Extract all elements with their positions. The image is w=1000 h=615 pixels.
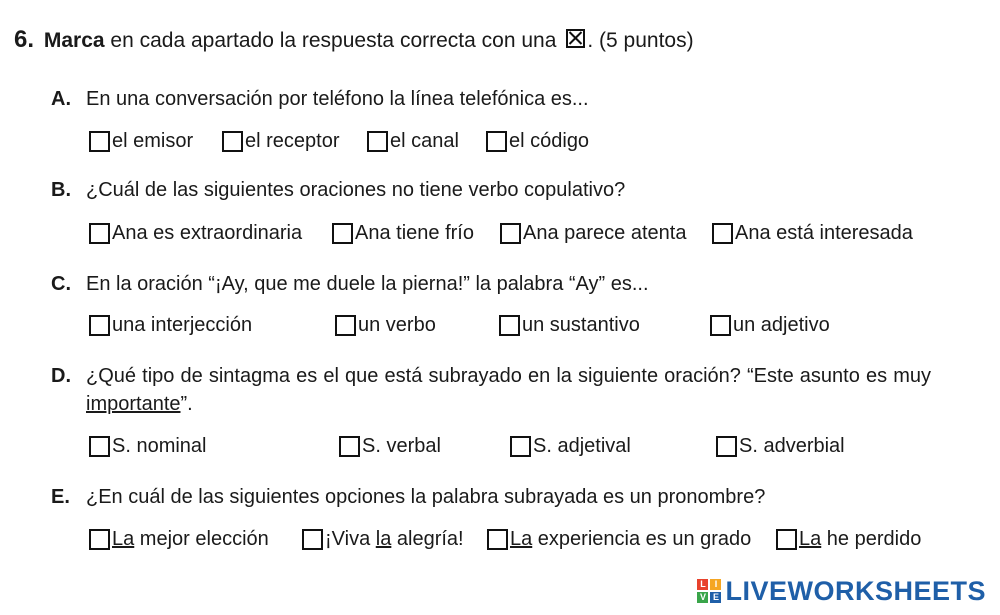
- underlined-word: La: [112, 528, 135, 550]
- instruction-bold-word: Marca: [43, 29, 105, 52]
- brand-mark-letter: V: [697, 592, 708, 603]
- checkbox[interactable]: [500, 223, 521, 244]
- option-b3[interactable]: [500, 222, 686, 245]
- underlined-word: la: [375, 528, 392, 550]
- option-label: Ana está interesada: [735, 222, 913, 244]
- underlined-word: La: [510, 528, 533, 550]
- question-b: [51, 176, 625, 204]
- checkbox[interactable]: [332, 223, 353, 244]
- option-label: el código: [509, 130, 590, 152]
- option-e3[interactable]: [487, 528, 751, 551]
- checkbox[interactable]: [339, 436, 360, 457]
- question-text: [86, 362, 931, 418]
- option-label: S. verbal: [362, 435, 441, 457]
- option-label: Ana es extraordinaria: [112, 222, 303, 244]
- exercise-number: 6.: [14, 26, 35, 53]
- option-label: el receptor: [245, 130, 340, 152]
- question-text-end: ”.: [180, 393, 193, 415]
- brand-mark-icon: [697, 579, 721, 603]
- checkbox[interactable]: [499, 315, 520, 336]
- option-d4[interactable]: [716, 435, 845, 458]
- option-a3[interactable]: [367, 130, 459, 153]
- question-d: [51, 362, 931, 418]
- option-c4[interactable]: [710, 314, 830, 337]
- option-e2[interactable]: [302, 528, 464, 551]
- underlined-word: importante: [86, 393, 181, 415]
- brand-mark-letter: L: [697, 579, 708, 590]
- option-label: S. adverbial: [739, 435, 845, 457]
- checkbox[interactable]: [510, 436, 531, 457]
- option-d3[interactable]: [510, 435, 631, 458]
- option-label: Ana parece atenta: [523, 222, 687, 244]
- question-text: ¿Cuál de las siguientes oraciones no tiene verbo copulativo?: [86, 179, 626, 201]
- question-text: ¿En cuál de las siguientes opciones la palabra subrayada es un pronombre?: [86, 486, 766, 508]
- question-letter: A.: [51, 88, 71, 110]
- checkbox[interactable]: [367, 131, 388, 152]
- instruction-text: en cada apartado la respuesta correcta con una: [110, 29, 557, 52]
- instruction-points: . (5 puntos): [587, 29, 694, 52]
- checkbox[interactable]: [487, 529, 508, 550]
- option-a4[interactable]: [486, 130, 589, 153]
- option-suffix: experiencia es un grado: [532, 528, 752, 550]
- question-a: [51, 85, 589, 113]
- brand-mark-letter: I: [710, 579, 721, 590]
- checkbox[interactable]: [335, 315, 356, 336]
- option-suffix: he perdido: [821, 528, 922, 550]
- option-label: una interjección: [112, 314, 253, 336]
- option-e4[interactable]: [776, 528, 921, 551]
- exercise-instruction: [14, 26, 694, 54]
- option-b4[interactable]: [712, 222, 913, 245]
- brand-text: LIVEWORKSHEETS: [725, 575, 986, 606]
- option-a1[interactable]: [89, 130, 193, 153]
- checkbox[interactable]: [776, 529, 797, 550]
- checked-box-icon: [566, 29, 585, 48]
- option-suffix: alegría!: [391, 528, 464, 550]
- option-d2[interactable]: [339, 435, 441, 458]
- option-c3[interactable]: [499, 314, 640, 337]
- checkbox[interactable]: [89, 436, 110, 457]
- option-c2[interactable]: [335, 314, 436, 337]
- question-text: En la oración “¡Ay, que me duele la pierna!” la palabra “Ay” es...: [86, 273, 649, 295]
- option-label: un adjetivo: [733, 314, 830, 336]
- option-label: el canal: [390, 130, 459, 152]
- checkbox[interactable]: [302, 529, 323, 550]
- question-text: En una conversación por teléfono la línea telefónica es...: [86, 88, 589, 110]
- checkbox[interactable]: [712, 223, 733, 244]
- option-a2[interactable]: [222, 130, 340, 153]
- checkbox[interactable]: [89, 131, 110, 152]
- checkbox[interactable]: [89, 315, 110, 336]
- checkbox[interactable]: [486, 131, 507, 152]
- option-prefix: ¡Viva: [325, 528, 376, 550]
- option-c1[interactable]: [89, 314, 252, 337]
- option-label: el emisor: [112, 130, 194, 152]
- question-letter: E.: [51, 486, 70, 508]
- underlined-word: La: [799, 528, 822, 550]
- question-letter: D.: [51, 365, 71, 387]
- checkbox[interactable]: [716, 436, 737, 457]
- option-label: S. adjetival: [533, 435, 631, 457]
- option-e1[interactable]: [89, 528, 269, 551]
- option-d1[interactable]: [89, 435, 207, 458]
- checkbox[interactable]: [89, 529, 110, 550]
- option-b2[interactable]: [332, 222, 474, 245]
- question-e: [51, 483, 765, 511]
- option-suffix: mejor elección: [134, 528, 269, 550]
- checkbox[interactable]: [222, 131, 243, 152]
- option-label: un verbo: [358, 314, 436, 336]
- question-c: [51, 270, 649, 298]
- option-label: Ana tiene frío: [355, 222, 474, 244]
- question-letter: C.: [51, 273, 71, 295]
- question-letter: B.: [51, 179, 71, 201]
- brand-mark-letter: E: [710, 592, 721, 603]
- option-b1[interactable]: [89, 222, 302, 245]
- question-text-part: ¿Qué tipo de sintagma es el que está subrayado en la siguiente oración? “Este asunto es muy: [86, 365, 931, 387]
- checkbox[interactable]: [710, 315, 731, 336]
- liveworksheets-logo: [697, 575, 986, 607]
- option-label: un sustantivo: [522, 314, 640, 336]
- option-label: S. nominal: [112, 435, 207, 457]
- checkbox[interactable]: [89, 223, 110, 244]
